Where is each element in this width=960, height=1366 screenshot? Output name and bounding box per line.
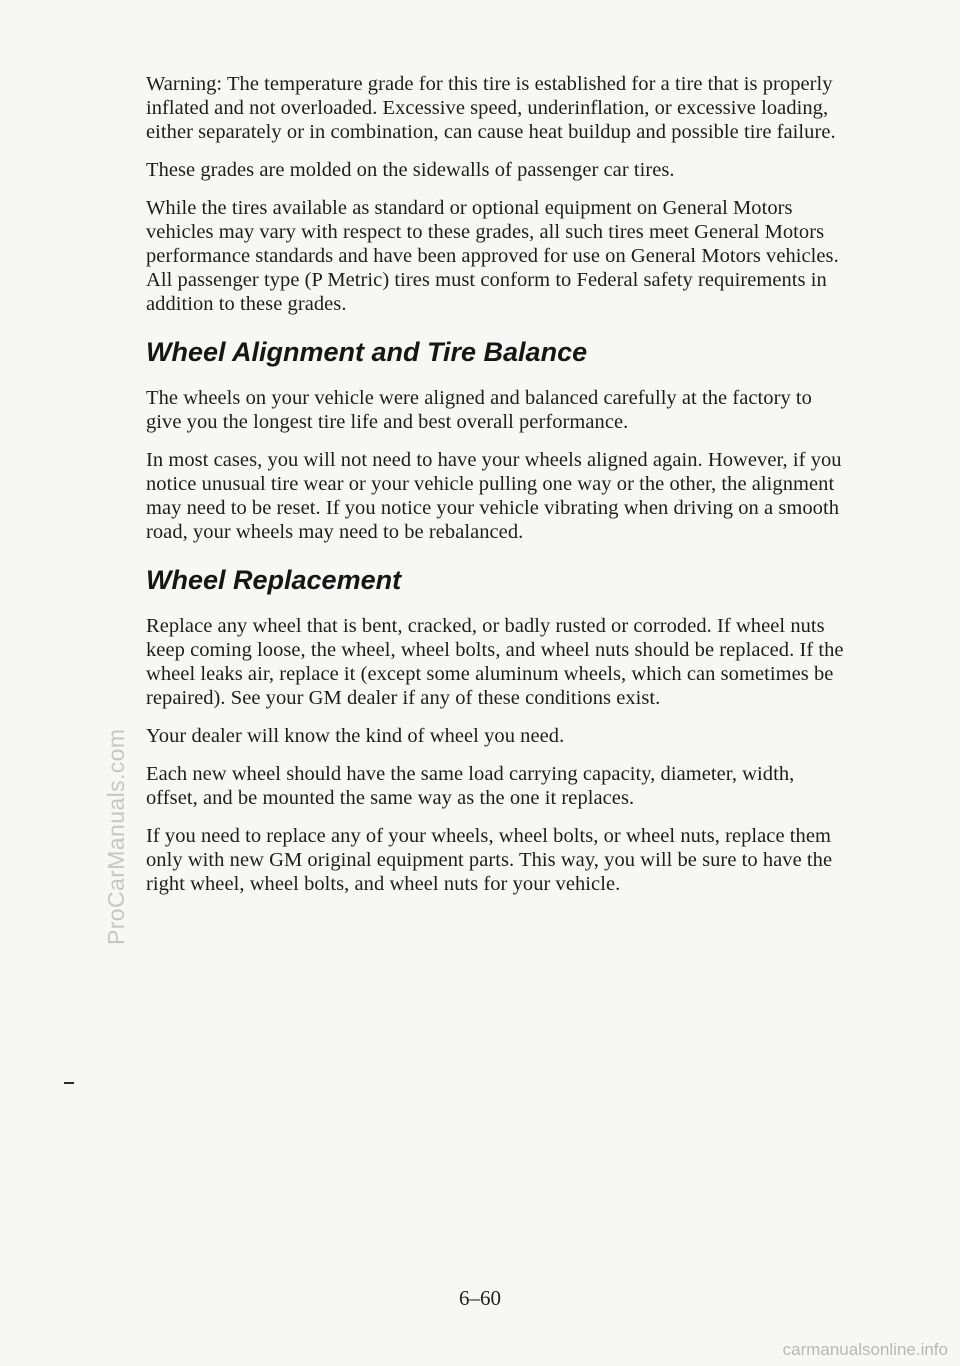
body-paragraph: Each new wheel should have the same load carrying capacity, diameter, width, offset, and be mounted the same way as the one it replaces.	[146, 763, 795, 809]
watermark-text: ProCarManuals.com	[103, 728, 129, 945]
body-paragraph: Your dealer will know the kind of wheel you need.	[146, 725, 565, 747]
page-number: 6–60	[459, 1286, 501, 1310]
body-paragraph: The wheels on your vehicle were aligned and balanced carefully at the factory to give you the longest tire life and best overall performance.	[146, 387, 812, 433]
body-paragraph: Replace any wheel that is bent, cracked, or badly rusted or corroded. If wheel nuts keep coming loose, the wheel, wheel bolts, and wheel nuts should be replaced. If the wheel leaks air, replace it (except some aluminum wheels, which can sometimes be repaired). See your GM dealer if any of these conditions exist.	[146, 615, 844, 709]
page-content	[146, 72, 850, 910]
body-paragraph: These grades are molded on the sidewalls of passenger car tires.	[146, 159, 675, 181]
warning-paragraph: Warning: The temperature grade for this tire is established for a tire that is properly inflated and not overloaded. Excessive speed, underinflation, or excessive loading, either separately or in combination, can cause heat buildup and possible tire failure.	[146, 73, 836, 143]
footer-watermark: carmanualsonline.info	[782, 1340, 948, 1359]
margin-mark	[64, 1082, 74, 1084]
section-heading-wheel-alignment: Wheel Alignment and Tire Balance	[146, 337, 588, 367]
section-heading-wheel-replacement: Wheel Replacement	[146, 565, 402, 595]
body-paragraph: While the tires available as standard or optional equipment on General Motors vehicles may vary with respect to these grades, all such tires meet General Motors performance standards and have been approved for use on General Motors vehicles. All passenger type (P Metric) tires must conform to Federal safety requirements in addition to these grades.	[146, 197, 839, 315]
body-paragraph: If you need to replace any of your wheels, wheel bolts, or wheel nuts, replace them only with new GM original equipment parts. This way, you will be sure to have the right wheel, wheel bolts, and wheel nuts for your vehicle.	[146, 825, 833, 895]
body-paragraph: In most cases, you will not need to have your wheels aligned again. However, if you notice unusual tire wear or your vehicle pulling one way or the other, the alignment may need to be reset. If you notice your vehicle vibrating when driving on a smooth road, your wheels may need to be rebalanced.	[146, 449, 842, 543]
